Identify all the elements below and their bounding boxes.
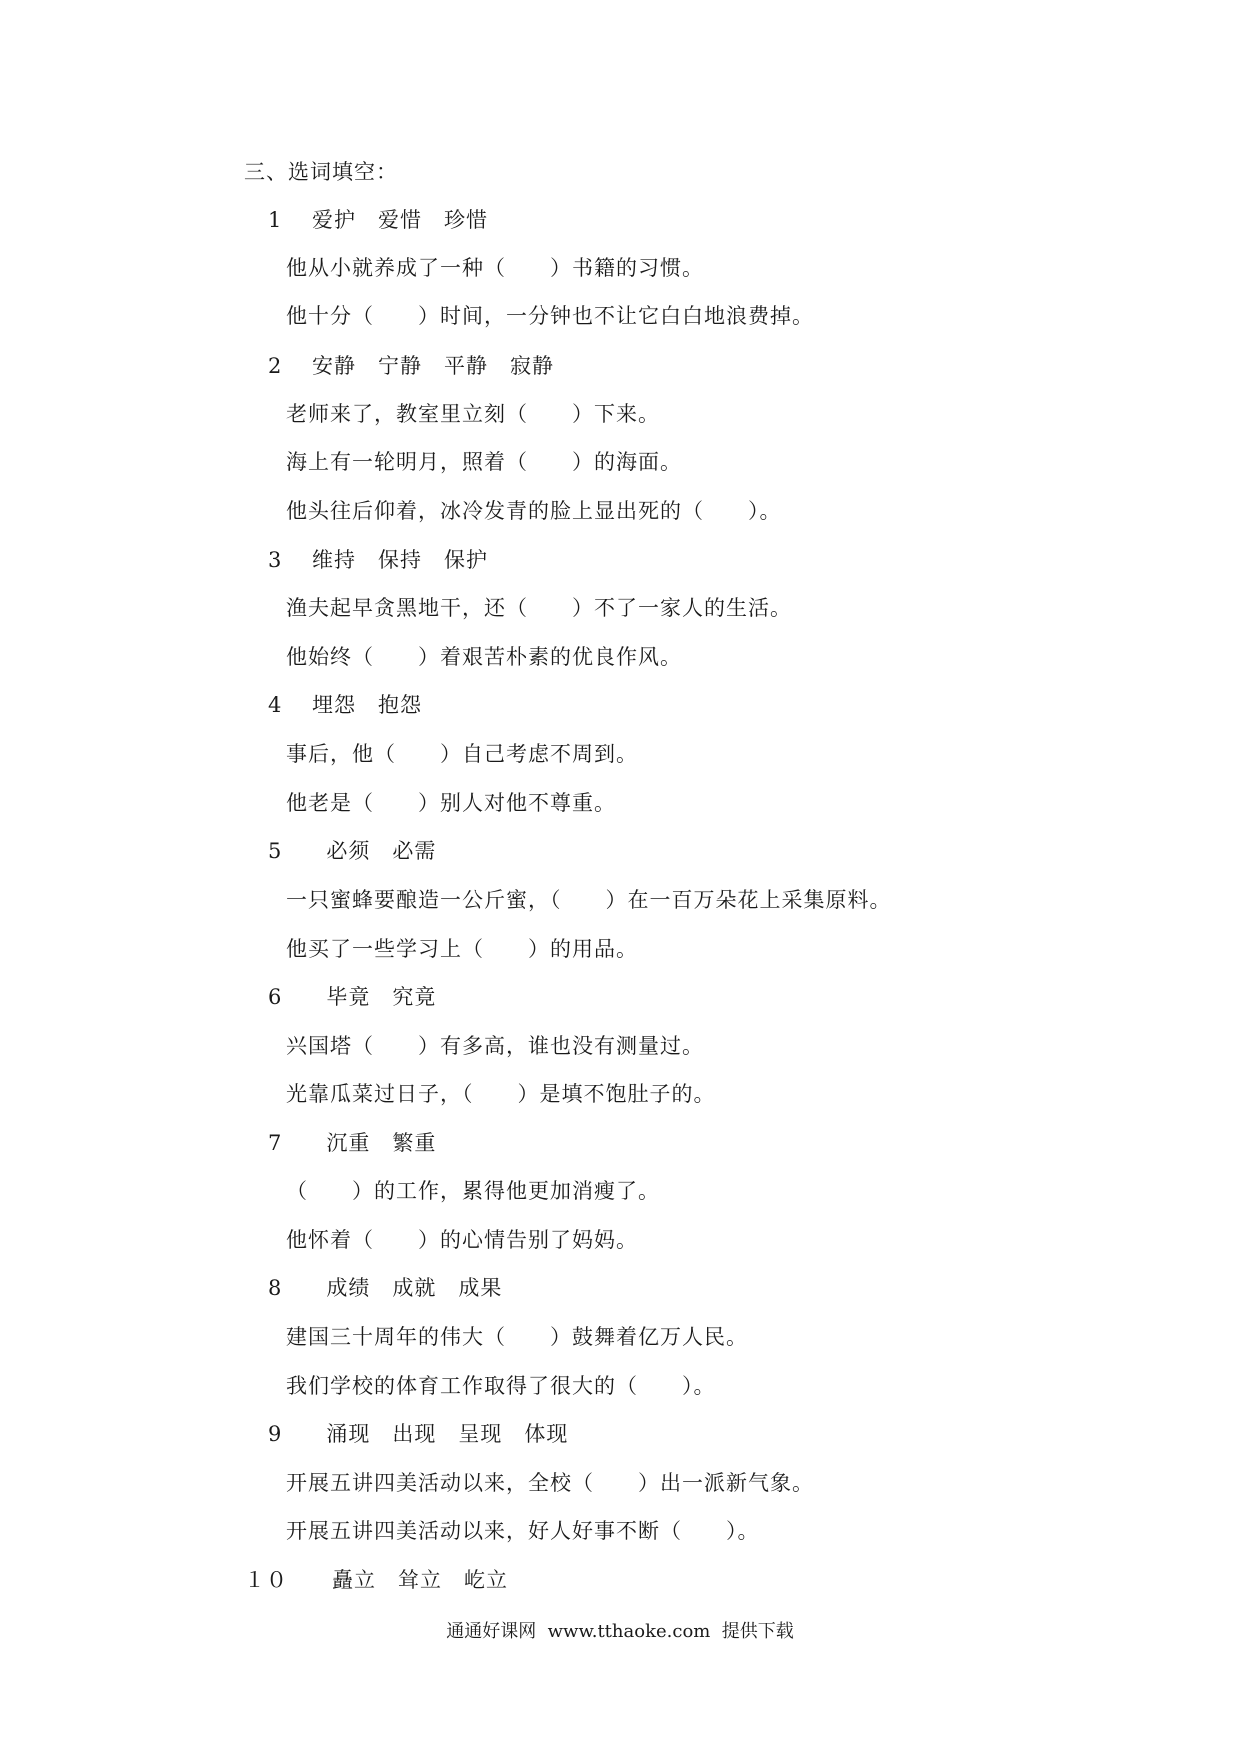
question-1-sentence-2: 他十分（ ）时间，一分钟也不让它白白地浪费掉。: [286, 304, 814, 328]
question-5-sentence-1: 一只蜜蜂要酿造一公斤蜜，（ ）在一百万朵花上采集原料。: [286, 888, 892, 912]
question-8-options: 8 成绩 成就 成果: [268, 1276, 503, 1300]
question-6-sentence-2: 光靠瓜菜过日子，（ ）是填不饱肚子的。: [286, 1082, 716, 1106]
question-1-sentence-1: 他从小就养成了一种（ ）书籍的习惯。: [286, 256, 704, 280]
question-3-sentence-2: 他始终（ ）着艰苦朴素的优良作风。: [286, 645, 682, 669]
question-3-sentence-1: 渔夫起早贪黑地干，还（ ）不了一家人的生活。: [286, 596, 792, 620]
question-2-sentence-3: 他头往后仰着，冰冷发青的脸上显出死的（ ）。: [286, 499, 782, 523]
question-5-options: 5 必须 必需: [268, 839, 437, 863]
question-3-options: 3 维持 保持 保护: [268, 548, 489, 572]
question-4-sentence-2: 他老是（ ）别人对他不尊重。: [286, 791, 616, 815]
question-4-options: 4 埋怨 抱怨: [268, 693, 423, 717]
question-2-sentence-1: 老师来了，教室里立刻（ ）下来。: [286, 402, 660, 426]
question-5-sentence-2: 他买了一些学习上（ ）的用品。: [286, 937, 638, 961]
question-10-options: １０ 矗立 耸立 屹立: [244, 1568, 508, 1592]
question-9-sentence-2: 开展五讲四美活动以来，好人好事不断（ ）。: [286, 1519, 760, 1543]
question-7-sentence-1: （ ）的工作，累得他更加消瘦了。: [286, 1179, 660, 1203]
question-8-sentence-1: 建国三十周年的伟大（ ）鼓舞着亿万人民。: [286, 1325, 748, 1349]
section-title: 三、选词填空：: [244, 160, 398, 184]
question-6-sentence-1: 兴国塔（ ）有多高，谁也没有测量过。: [286, 1034, 704, 1058]
question-2-sentence-2: 海上有一轮明月，照着（ ）的海面。: [286, 450, 682, 474]
question-1-options: 1 爱护 爱惜 珍惜: [268, 208, 489, 232]
question-7-sentence-2: 他怀着（ ）的心情告别了妈妈。: [286, 1228, 638, 1252]
question-8-sentence-2: 我们学校的体育工作取得了很大的（ ）。: [286, 1374, 716, 1398]
question-6-options: 6 毕竟 究竟: [268, 985, 437, 1009]
question-7-options: 7 沉重 繁重: [268, 1131, 437, 1155]
question-4-sentence-1: 事后，他（ ）自己考虑不周到。: [286, 742, 638, 766]
question-2-options: 2 安静 宁静 平静 寂静: [268, 354, 555, 378]
question-9-options: 9 涌现 出现 呈现 体现: [268, 1422, 569, 1446]
question-9-sentence-1: 开展五讲四美活动以来，全校（ ）出一派新气象。: [286, 1471, 814, 1495]
page-footer: 通通好课网 www.tthaoke.com 提供下载: [446, 1621, 794, 1642]
